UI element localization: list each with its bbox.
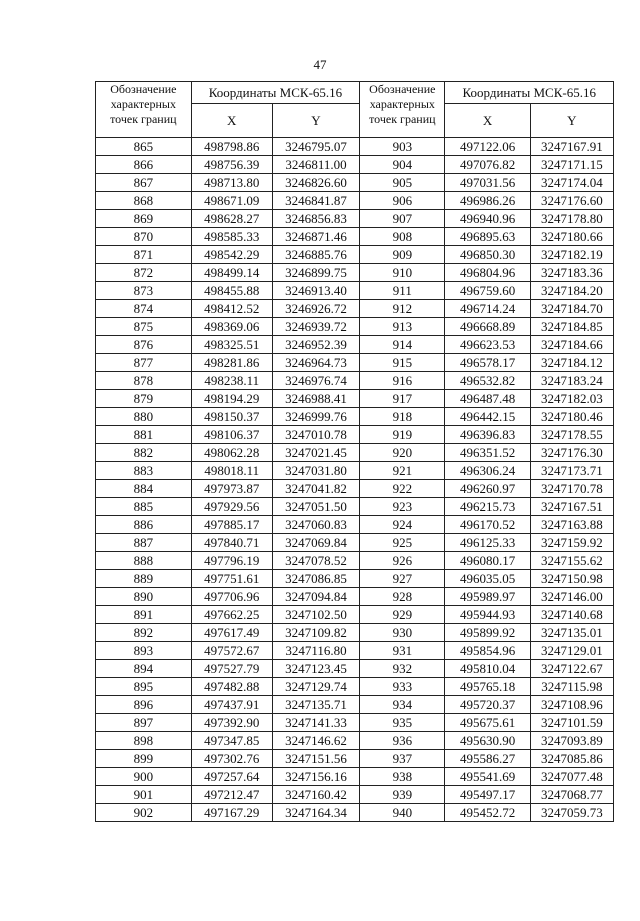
x-coord-left: 497572.67 <box>191 642 272 660</box>
x-coord-right: 496080.17 <box>445 552 530 570</box>
table-row <box>96 462 614 480</box>
point-id-right: 929 <box>360 606 445 624</box>
designation-line: характерных <box>110 97 176 111</box>
x-coord-right: 496351.52 <box>445 444 530 462</box>
x-coord-left: 498325.51 <box>191 336 272 354</box>
table-row <box>96 318 614 336</box>
table-row <box>96 696 614 714</box>
y-coord-right: 3247184.12 <box>530 354 613 372</box>
designation-line: характерных <box>369 97 435 111</box>
table-row <box>96 426 614 444</box>
y-coord-left: 3247146.62 <box>272 732 359 750</box>
y-coord-left: 3247160.42 <box>272 786 359 804</box>
x-coord-right: 495944.93 <box>445 606 530 624</box>
y-coord-right: 3247159.92 <box>530 534 613 552</box>
y-coord-right: 3247155.62 <box>530 552 613 570</box>
y-coord-right: 3247122.67 <box>530 660 613 678</box>
x-coord-right: 495765.18 <box>445 678 530 696</box>
y-coord-left: 3246939.72 <box>272 318 359 336</box>
table-row <box>96 552 614 570</box>
x-coord-left: 498281.86 <box>191 354 272 372</box>
x-coord-left: 497302.76 <box>191 750 272 768</box>
designation-line: точек границ <box>369 112 436 126</box>
point-id-left: 873 <box>96 282 192 300</box>
table-row <box>96 732 614 750</box>
y-coord-right: 3247150.98 <box>530 570 613 588</box>
y-coord-left: 3247094.84 <box>272 588 359 606</box>
point-id-right: 936 <box>360 732 445 750</box>
point-id-left: 885 <box>96 498 192 516</box>
x-coord-right: 495720.37 <box>445 696 530 714</box>
point-id-left: 878 <box>96 372 192 390</box>
y-coord-right: 3247167.91 <box>530 138 613 156</box>
header-row-1 <box>96 82 614 104</box>
x-coord-left: 498628.27 <box>191 210 272 228</box>
y-coord-right: 3247183.24 <box>530 372 613 390</box>
y-coord-right: 3247180.46 <box>530 408 613 426</box>
point-id-right: 939 <box>360 786 445 804</box>
x-coord-right: 496125.33 <box>445 534 530 552</box>
point-id-right: 920 <box>360 444 445 462</box>
y-coord-left: 3247129.74 <box>272 678 359 696</box>
point-id-left: 867 <box>96 174 192 192</box>
point-id-left: 868 <box>96 192 192 210</box>
point-id-left: 902 <box>96 804 192 822</box>
y-coord-right: 3247163.88 <box>530 516 613 534</box>
point-id-right: 927 <box>360 570 445 588</box>
y-coord-left: 3246988.41 <box>272 390 359 408</box>
coords-title-left: Координаты МСК-65.16 <box>191 82 359 104</box>
table-row <box>96 210 614 228</box>
x-coord-left: 497840.71 <box>191 534 272 552</box>
point-id-left: 899 <box>96 750 192 768</box>
x-header-left: X <box>191 104 272 138</box>
y-coord-left: 3246871.46 <box>272 228 359 246</box>
point-id-right: 940 <box>360 804 445 822</box>
x-coord-left: 498542.29 <box>191 246 272 264</box>
x-coord-right: 496035.05 <box>445 570 530 588</box>
table-row <box>96 156 614 174</box>
point-id-left: 874 <box>96 300 192 318</box>
point-id-left: 883 <box>96 462 192 480</box>
y-coord-right: 3247183.36 <box>530 264 613 282</box>
point-id-right: 916 <box>360 372 445 390</box>
y-coord-left: 3247141.33 <box>272 714 359 732</box>
y-coord-left: 3246795.07 <box>272 138 359 156</box>
y-coord-right: 3247184.20 <box>530 282 613 300</box>
y-coord-left: 3246999.76 <box>272 408 359 426</box>
x-coord-right: 496850.30 <box>445 246 530 264</box>
point-id-right: 918 <box>360 408 445 426</box>
x-coord-left: 497796.19 <box>191 552 272 570</box>
point-id-left: 898 <box>96 732 192 750</box>
y-coord-right: 3247068.77 <box>530 786 613 804</box>
table-row <box>96 372 614 390</box>
designation-header-right <box>360 82 445 138</box>
point-id-left: 884 <box>96 480 192 498</box>
y-coord-right: 3247108.96 <box>530 696 613 714</box>
table-row <box>96 246 614 264</box>
y-coord-left: 3247031.80 <box>272 462 359 480</box>
x-coord-right: 495452.72 <box>445 804 530 822</box>
y-coord-right: 3247176.60 <box>530 192 613 210</box>
point-id-left: 877 <box>96 354 192 372</box>
table-row <box>96 642 614 660</box>
y-coord-left: 3246964.73 <box>272 354 359 372</box>
y-coord-right: 3247184.70 <box>530 300 613 318</box>
point-id-left: 875 <box>96 318 192 336</box>
table-row <box>96 750 614 768</box>
table-row <box>96 228 614 246</box>
table-row <box>96 390 614 408</box>
y-coord-right: 3247180.66 <box>530 228 613 246</box>
point-id-left: 869 <box>96 210 192 228</box>
x-coord-right: 495541.69 <box>445 768 530 786</box>
table-row <box>96 174 614 192</box>
table-row <box>96 516 614 534</box>
y-coord-left: 3247021.45 <box>272 444 359 462</box>
y-coord-right: 3247135.01 <box>530 624 613 642</box>
x-coord-right: 496623.53 <box>445 336 530 354</box>
designation-line: Обозначение <box>369 82 436 96</box>
point-id-right: 924 <box>360 516 445 534</box>
y-coord-left: 3247078.52 <box>272 552 359 570</box>
x-coord-left: 498671.09 <box>191 192 272 210</box>
point-id-right: 912 <box>360 300 445 318</box>
y-coord-right: 3247174.04 <box>530 174 613 192</box>
point-id-left: 900 <box>96 768 192 786</box>
point-id-left: 891 <box>96 606 192 624</box>
x-coord-right: 495854.96 <box>445 642 530 660</box>
x-coord-right: 496578.17 <box>445 354 530 372</box>
x-coord-left: 498499.14 <box>191 264 272 282</box>
x-coord-left: 498585.33 <box>191 228 272 246</box>
table-row <box>96 354 614 372</box>
point-id-right: 930 <box>360 624 445 642</box>
x-coord-left: 498756.39 <box>191 156 272 174</box>
table-row <box>96 606 614 624</box>
y-coord-right: 3247093.89 <box>530 732 613 750</box>
table-row <box>96 624 614 642</box>
y-coord-left: 3247102.50 <box>272 606 359 624</box>
x-coord-left: 497212.47 <box>191 786 272 804</box>
page-number: 47 <box>313 57 327 72</box>
y-coord-left: 3247051.50 <box>272 498 359 516</box>
y-coord-left: 3247010.78 <box>272 426 359 444</box>
y-coord-right: 3247182.19 <box>530 246 613 264</box>
x-coord-left: 498369.06 <box>191 318 272 336</box>
y-coord-left: 3247041.82 <box>272 480 359 498</box>
point-id-right: 933 <box>360 678 445 696</box>
x-coord-left: 498412.52 <box>191 300 272 318</box>
point-id-right: 935 <box>360 714 445 732</box>
point-id-left: 901 <box>96 786 192 804</box>
x-coord-right: 496986.26 <box>445 192 530 210</box>
x-coord-left: 498238.11 <box>191 372 272 390</box>
y-coord-left: 3246856.83 <box>272 210 359 228</box>
point-id-right: 932 <box>360 660 445 678</box>
x-coord-right: 496940.96 <box>445 210 530 228</box>
table-row <box>96 444 614 462</box>
x-coord-left: 498018.11 <box>191 462 272 480</box>
y-coord-left: 3246952.39 <box>272 336 359 354</box>
x-coord-right: 496215.73 <box>445 498 530 516</box>
x-coord-left: 497437.91 <box>191 696 272 714</box>
point-id-right: 921 <box>360 462 445 480</box>
y-coord-left: 3247135.71 <box>272 696 359 714</box>
point-id-right: 911 <box>360 282 445 300</box>
table-row <box>96 336 614 354</box>
x-coord-left: 497885.17 <box>191 516 272 534</box>
y-coord-right: 3247077.48 <box>530 768 613 786</box>
table-row <box>96 264 614 282</box>
table-row <box>96 660 614 678</box>
y-coord-right: 3247085.86 <box>530 750 613 768</box>
point-id-right: 914 <box>360 336 445 354</box>
x-coord-right: 495810.04 <box>445 660 530 678</box>
point-id-right: 926 <box>360 552 445 570</box>
y-coord-right: 3247178.80 <box>530 210 613 228</box>
x-coord-right: 495899.92 <box>445 624 530 642</box>
table-row <box>96 714 614 732</box>
y-coord-right: 3247059.73 <box>530 804 613 822</box>
coordinates-table <box>95 81 614 822</box>
x-coord-right: 496532.82 <box>445 372 530 390</box>
point-id-left: 887 <box>96 534 192 552</box>
x-coord-left: 497257.64 <box>191 768 272 786</box>
point-id-right: 937 <box>360 750 445 768</box>
point-id-left: 872 <box>96 264 192 282</box>
x-coord-right: 497076.82 <box>445 156 530 174</box>
x-coord-left: 497706.96 <box>191 588 272 606</box>
x-coord-left: 498713.80 <box>191 174 272 192</box>
y-coord-right: 3247176.30 <box>530 444 613 462</box>
y-coord-right: 3247101.59 <box>530 714 613 732</box>
x-coord-right: 496804.96 <box>445 264 530 282</box>
table-row <box>96 768 614 786</box>
point-id-left: 888 <box>96 552 192 570</box>
y-coord-left: 3247060.83 <box>272 516 359 534</box>
y-coord-left: 3246826.60 <box>272 174 359 192</box>
x-coord-left: 497482.88 <box>191 678 272 696</box>
y-coord-left: 3246841.87 <box>272 192 359 210</box>
x-coord-left: 498150.37 <box>191 408 272 426</box>
x-coord-left: 498062.28 <box>191 444 272 462</box>
point-id-left: 881 <box>96 426 192 444</box>
y-coord-right: 3247140.68 <box>530 606 613 624</box>
y-coord-left: 3247086.85 <box>272 570 359 588</box>
x-coord-right: 495675.61 <box>445 714 530 732</box>
table-body <box>96 138 614 822</box>
designation-header-left <box>96 82 192 138</box>
coords-title-right: Координаты МСК-65.16 <box>445 82 614 104</box>
x-coord-right: 496442.15 <box>445 408 530 426</box>
point-id-left: 871 <box>96 246 192 264</box>
y-coord-left: 3246913.40 <box>272 282 359 300</box>
y-coord-right: 3247184.85 <box>530 318 613 336</box>
y-coord-left: 3247151.56 <box>272 750 359 768</box>
table-row <box>96 282 614 300</box>
x-coord-left: 497751.61 <box>191 570 272 588</box>
y-coord-left: 3246926.72 <box>272 300 359 318</box>
y-coord-right: 3247170.78 <box>530 480 613 498</box>
point-id-right: 925 <box>360 534 445 552</box>
point-id-left: 894 <box>96 660 192 678</box>
x-coord-left: 497167.29 <box>191 804 272 822</box>
y-coord-right: 3247146.00 <box>530 588 613 606</box>
y-header-left: Y <box>272 104 359 138</box>
y-coord-left: 3247123.45 <box>272 660 359 678</box>
y-coord-right: 3247129.01 <box>530 642 613 660</box>
x-coord-left: 497929.56 <box>191 498 272 516</box>
y-header-right: Y <box>530 104 613 138</box>
point-id-left: 879 <box>96 390 192 408</box>
point-id-left: 865 <box>96 138 192 156</box>
point-id-right: 908 <box>360 228 445 246</box>
x-coord-right: 495497.17 <box>445 786 530 804</box>
x-coord-left: 497392.90 <box>191 714 272 732</box>
point-id-right: 922 <box>360 480 445 498</box>
y-coord-left: 3246976.74 <box>272 372 359 390</box>
point-id-right: 903 <box>360 138 445 156</box>
x-coord-right: 497122.06 <box>445 138 530 156</box>
table-row <box>96 570 614 588</box>
x-coord-right: 495989.97 <box>445 588 530 606</box>
y-coord-right: 3247178.55 <box>530 426 613 444</box>
point-id-left: 890 <box>96 588 192 606</box>
y-coord-left: 3246885.76 <box>272 246 359 264</box>
y-coord-right: 3247171.15 <box>530 156 613 174</box>
x-coord-left: 498106.37 <box>191 426 272 444</box>
point-id-right: 904 <box>360 156 445 174</box>
x-coord-left: 497617.49 <box>191 624 272 642</box>
point-id-left: 882 <box>96 444 192 462</box>
y-coord-left: 3247164.34 <box>272 804 359 822</box>
point-id-right: 915 <box>360 354 445 372</box>
table-row <box>96 408 614 426</box>
y-coord-right: 3247115.98 <box>530 678 613 696</box>
y-coord-left: 3247116.80 <box>272 642 359 660</box>
table-row <box>96 678 614 696</box>
x-coord-left: 497527.79 <box>191 660 272 678</box>
x-coord-left: 498798.86 <box>191 138 272 156</box>
x-coord-left: 497973.87 <box>191 480 272 498</box>
table-row <box>96 804 614 822</box>
point-id-left: 866 <box>96 156 192 174</box>
point-id-left: 897 <box>96 714 192 732</box>
x-coord-right: 497031.56 <box>445 174 530 192</box>
point-id-right: 907 <box>360 210 445 228</box>
x-coord-right: 496487.48 <box>445 390 530 408</box>
x-coord-right: 496759.60 <box>445 282 530 300</box>
point-id-right: 934 <box>360 696 445 714</box>
point-id-right: 909 <box>360 246 445 264</box>
point-id-left: 880 <box>96 408 192 426</box>
point-id-left: 876 <box>96 336 192 354</box>
point-id-left: 870 <box>96 228 192 246</box>
point-id-right: 905 <box>360 174 445 192</box>
point-id-right: 931 <box>360 642 445 660</box>
x-coord-right: 495630.90 <box>445 732 530 750</box>
table-row <box>96 192 614 210</box>
table-row <box>96 138 614 156</box>
y-coord-left: 3247156.16 <box>272 768 359 786</box>
y-coord-left: 3246899.75 <box>272 264 359 282</box>
x-coord-right: 496170.52 <box>445 516 530 534</box>
x-coord-right: 496396.83 <box>445 426 530 444</box>
x-coord-right: 496306.24 <box>445 462 530 480</box>
table-row <box>96 534 614 552</box>
x-coord-left: 497347.85 <box>191 732 272 750</box>
x-header-right: X <box>445 104 530 138</box>
point-id-right: 913 <box>360 318 445 336</box>
point-id-right: 910 <box>360 264 445 282</box>
point-id-right: 928 <box>360 588 445 606</box>
point-id-left: 892 <box>96 624 192 642</box>
point-id-left: 895 <box>96 678 192 696</box>
point-id-left: 896 <box>96 696 192 714</box>
point-id-right: 917 <box>360 390 445 408</box>
point-id-right: 938 <box>360 768 445 786</box>
x-coord-left: 498194.29 <box>191 390 272 408</box>
x-coord-left: 497662.25 <box>191 606 272 624</box>
y-coord-left: 3247069.84 <box>272 534 359 552</box>
point-id-left: 886 <box>96 516 192 534</box>
designation-line: точек границ <box>110 112 177 126</box>
x-coord-right: 496260.97 <box>445 480 530 498</box>
y-coord-right: 3247182.03 <box>530 390 613 408</box>
table-row <box>96 300 614 318</box>
point-id-left: 893 <box>96 642 192 660</box>
table-row <box>96 588 614 606</box>
y-coord-right: 3247173.71 <box>530 462 613 480</box>
point-id-right: 923 <box>360 498 445 516</box>
point-id-right: 919 <box>360 426 445 444</box>
table-row <box>96 786 614 804</box>
designation-line: Обозначение <box>110 82 177 96</box>
x-coord-left: 498455.88 <box>191 282 272 300</box>
point-id-left: 889 <box>96 570 192 588</box>
x-coord-right: 495586.27 <box>445 750 530 768</box>
x-coord-right: 496895.63 <box>445 228 530 246</box>
y-coord-left: 3246811.00 <box>272 156 359 174</box>
y-coord-right: 3247184.66 <box>530 336 613 354</box>
table-row <box>96 498 614 516</box>
y-coord-left: 3247109.82 <box>272 624 359 642</box>
point-id-right: 906 <box>360 192 445 210</box>
x-coord-right: 496714.24 <box>445 300 530 318</box>
y-coord-right: 3247167.51 <box>530 498 613 516</box>
x-coord-right: 496668.89 <box>445 318 530 336</box>
table-row <box>96 480 614 498</box>
